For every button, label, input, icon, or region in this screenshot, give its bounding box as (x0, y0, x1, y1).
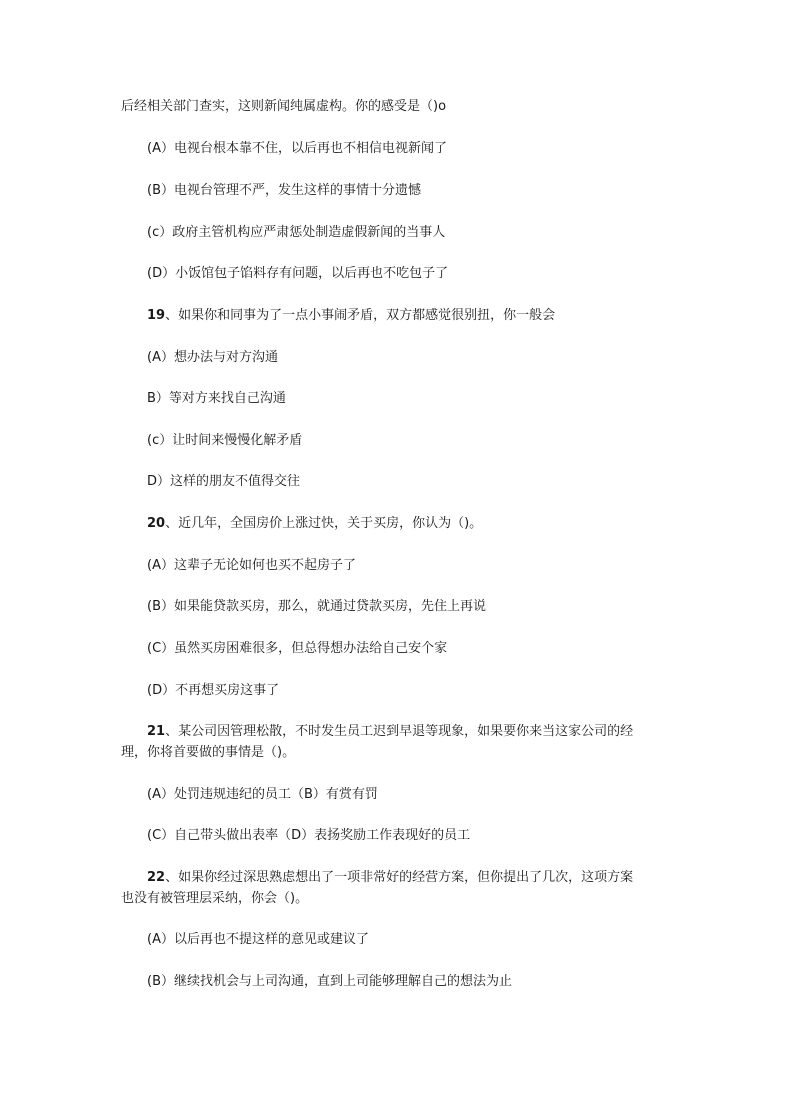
q18-option-a: (A）电视台根本靠不住，以后再也不相信电视新闻了 (147, 141, 447, 156)
q22-option-b: (B）继续找机会与上司沟通，直到上司能够理解自己的想法为止 (147, 974, 512, 989)
q19-option-c: (c）让时间来慢慢化解矛盾 (147, 433, 303, 448)
q20-text: 、近几年，全国房价上涨过快，关于买房，你认为（)。 (165, 516, 483, 531)
q19-option-b: B）等对方来找自己沟通 (147, 391, 286, 406)
q20-question (147, 514, 482, 534)
q19-question (147, 306, 555, 326)
q18-option-c: (c）政府主管机构应严肃惩处制造虚假新闻的当事人 (147, 225, 446, 240)
q19-option-a: (A）想办法与对方沟通 (147, 350, 278, 365)
q21-option-ab: (A）处罚违规违纪的员工（B）有赏有罚 (147, 787, 378, 802)
q19-number: 19 (147, 308, 166, 323)
q22-text-line2: 也没有被管理层采纳，你会（)。 (121, 891, 309, 906)
q22-text-line1: 、如果你经过深思熟虑想出了一项非常好的经营方案，但你提出了几次，这项方案 (165, 870, 634, 885)
q18-option-d: (D）小饭馆包子馅料存有问题，以后再也不吃包子了 (147, 266, 449, 281)
q22-number: 22 (147, 870, 166, 885)
q20-number: 20 (147, 516, 166, 531)
q20-option-b: (B）如果能贷款买房，那么，就通过贷款买房，先住上再说 (147, 599, 486, 614)
q20-option-c: (C）虽然买房困难很多，但总得想办法给自己安个家 (147, 641, 448, 656)
q21-text-line1: 、某公司因管理松散，不时发生员工迟到早退等现象，如果要你来当这家公司的经 (165, 724, 634, 739)
q20-option-d: (D）不再想买房这事了 (147, 683, 280, 698)
q22-option-a: (A）以后再也不提这样的意见或建议了 (147, 932, 369, 947)
q21-question-line1 (147, 722, 633, 742)
q21-option-cd: (C）自己带头做出表率（D）表扬奖励工作表现好的员工 (147, 828, 471, 843)
q21-number: 21 (147, 724, 166, 739)
q20-option-a: (A）这辈子无论如何也买不起房子了 (147, 558, 356, 573)
q19-option-d: D）这样的朋友不值得交往 (147, 474, 301, 489)
q21-text-line2: 理，你将首要做的事情是（)。 (121, 745, 296, 760)
q22-question-line1 (147, 868, 633, 888)
q19-text: 、如果你和同事为了一点小事闹矛盾，双方都感觉很别扭，你一般会 (165, 308, 556, 323)
intro-line: 后经相关部门查实，这则新闻纯属虚构。你的感受是（)o (121, 99, 447, 114)
q18-option-b: (B）电视台管理不严，发生这样的事情十分遗憾 (147, 183, 421, 198)
